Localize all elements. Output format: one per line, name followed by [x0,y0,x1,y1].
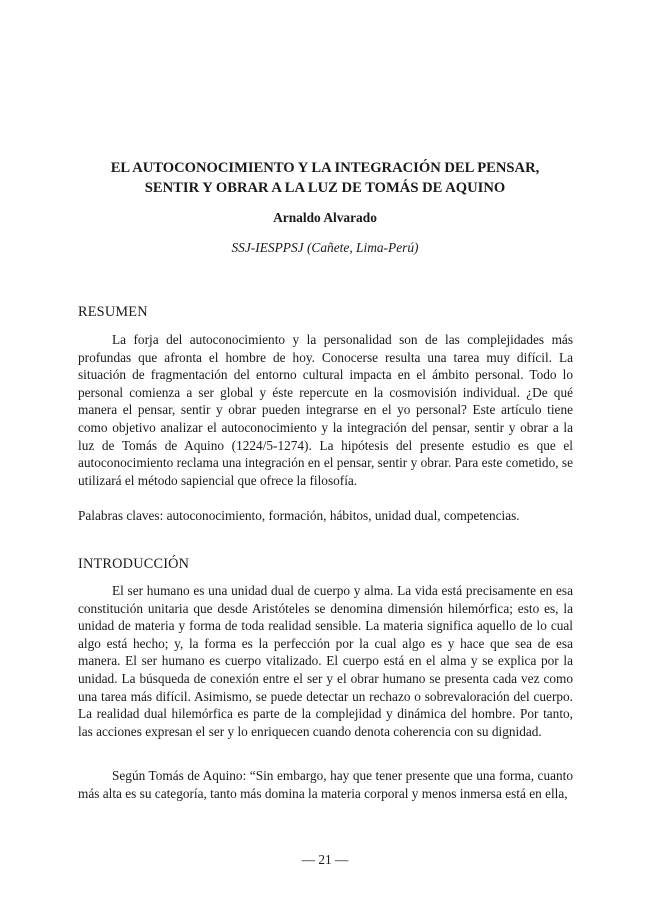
page-number: — 21 — [301,852,349,867]
author-affiliation: SSJ-IESPPSJ (Cañete, Lima-Perú) [231,240,419,255]
author-name: Arnaldo Alvarado [273,210,377,225]
keywords-line: Palabras claves: autoconocimiento, formación, hábitos, unidad dual, competencias. [78,508,520,523]
introduction-paragraph-2: Según Tomás de Aquino: “Sin embargo, hay que tener presente que una forma, cuanto más alta es su categoría, tanto más domina la materia corporal y menos inmersa está en ella, [78,768,573,801]
article-title [60,158,590,198]
abstract-heading: RESUMEN [78,304,148,320]
introduction-heading: INTRODUCCIÓN [78,556,190,572]
introduction-paragraph-1: El ser humano es una unidad dual de cuerpo y alma. La vida está precisamente en esa constitución unitaria que desde Aristóteles se denomina dimensión hilemórfica; esto es, la unidad de materia y forma de toda realidad sensible. La materia significa aquello de lo cual algo está hecho; y, la forma es la perfección por la cual algo es y hace que sea de esa manera. El ser humano es cuerpo vitalizado. El cuerpo está en el alma y se explica por la unidad. La búsqueda de conexión entre el ser y el obrar humano se presenta cada vez como una tarea más difícil. Asimismo, se puede detectar un rechazo o sobrevaloración del cuerpo. La realidad dual hilemórfica es parte de la complejidad y dinámica del hombre. Por tanto, las acciones expresan el ser y lo enriquecen cuando denota coherencia con su dignidad. [78,583,573,739]
title-line-1: EL AUTOCONOCIMIENTO Y LA INTEGRACIÓN DEL PENSAR, [110,160,540,176]
abstract-paragraph: La forja del autoconocimiento y la personalidad son de las complejidades más profundas que afronta el hombre de hoy. Conocerse resulta una tarea muy difícil. La situación de fragmentación del entorno cultural impacta en el ámbito personal. Todo lo personal comienza a ser global y éste repercute en la cosmovisión individual. ¿De qué manera el pensar, sentir y obrar pueden integrarse en el yo personal? Este artículo tiene como objetivo analizar el autoconocimiento y la integración del pensar, sentir y obrar a la luz de Tomás de Aquino (1224/5-1274). La hipótesis del presente estudio es que el autoconocimiento reclama una integración en el pensar, sentir y obrar. Para este cometido, se utilizará el método sapiencial que ofrece la filosofía. [78,332,573,488]
title-line-2: SENTIR Y OBRAR A LA LUZ DE TOMÁS DE AQUINO [144,180,506,196]
